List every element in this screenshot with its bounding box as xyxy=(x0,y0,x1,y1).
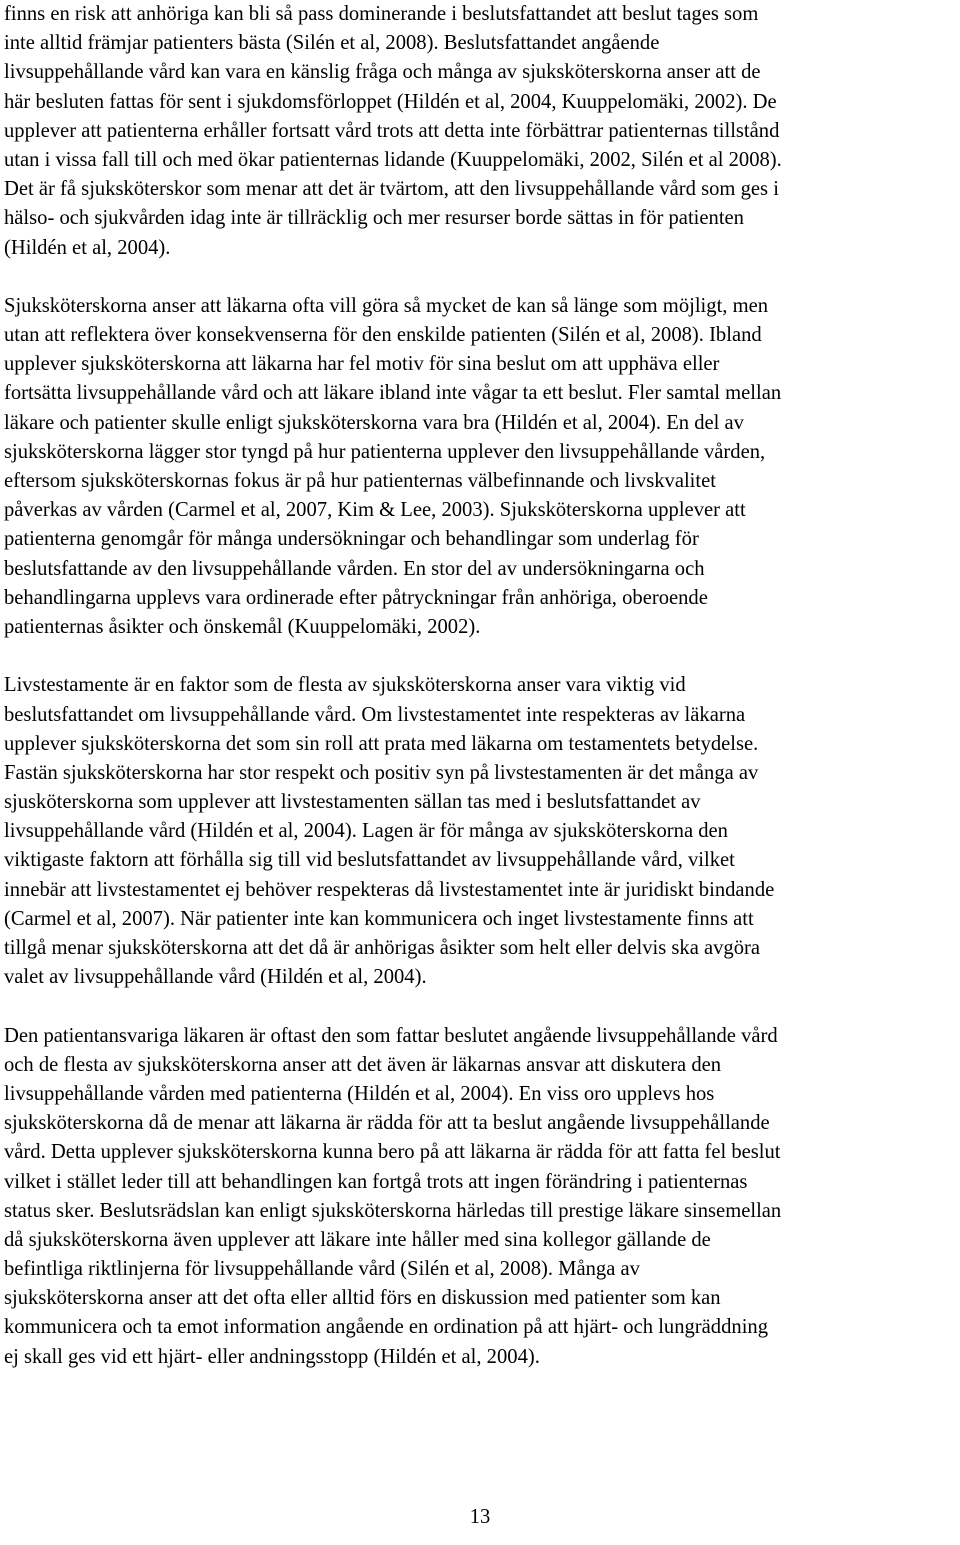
text-line: påverkas av vården (Carmel et al, 2007, Kim & Lee, 2003). Sjuksköterskorna upplever att xyxy=(4,499,746,522)
text-line: livsuppehållande vård (Hildén et al, 2004). Lagen är för många av sjuksköterskorna den xyxy=(4,820,728,843)
text-line: Fastän sjuksköterskorna har stor respekt och positiv syn på livstestamenten är det många av xyxy=(4,761,759,784)
text-line: patienterna genomgår för många undersökningar och behandlingar som underlag för xyxy=(4,528,699,551)
text-line: befintliga riktlinjerna för livsuppehållande vård (Silén et al, 2008). Många av xyxy=(4,1258,640,1281)
text-line: vård. Detta upplever sjuksköterskorna kunna bero på att läkarna är rädda för att fatta fel beslut xyxy=(4,1141,781,1164)
text-line: Sjuksköterskorna anser att läkarna ofta vill göra så mycket de kan så länge som möjligt, men xyxy=(4,294,769,317)
text-line: behandlingarna upplevs vara ordinerade efter påtryckningar från anhöriga, oberoende xyxy=(4,586,708,609)
text-line: tillgå menar sjuksköterskorna att det då är anhörigas åsikter som helt eller delvis ska avgöra xyxy=(4,937,761,959)
text-line: fortsätta livsuppehållande vård och att läkare ibland inte vågar ta ett beslut. Fler samtal mellan xyxy=(4,382,782,405)
text-line: sjuksköterskorna lägger stor tyngd på hur patienterna upplever den livsuppehållande vården, xyxy=(4,440,766,463)
text-line: sjusköterskorna som upplever att livstestamenten sällan tas med i beslutsfattandet av xyxy=(4,791,701,814)
paragraph-responsible-physician xyxy=(4,1022,959,1372)
text-line: eftersom sjuksköterskornas fokus är på hur patienternas välbefinnande och livskvalitet xyxy=(4,470,716,492)
text-line: (Carmel et al, 2007). När patienter inte kan kommunicera och inget livstestamente finns att xyxy=(4,907,754,930)
text-line: inte alltid främjar patienters bästa (Silén et al, 2008). Beslutsfattandet angående xyxy=(4,32,660,55)
text-line: livsuppehållande vården med patienterna (Hildén et al, 2004). En viss oro upplevs hos xyxy=(4,1082,715,1105)
text-line: upplever att patienterna erhåller fortsatt vård trots att detta inte förbättrar patienternas tillstånd xyxy=(4,119,780,142)
text-line: Den patientansvariga läkaren är oftast den som fattar beslutet angående livsuppehållande vård xyxy=(4,1024,778,1047)
text-line: Livstestamente är en faktor som de flesta av sjuksköterskorna anser vara viktig vid xyxy=(4,674,686,697)
text-line: ej skall ges vid ett hjärt- eller andningsstopp (Hildén et al, 2004). xyxy=(4,1345,540,1368)
text-line: patienternas åsikter och önskemål (Kuuppelomäki, 2002). xyxy=(4,615,481,638)
text-line: här besluten fattas för sent i sjukdomsförloppet (Hildén et al, 2004, Kuuppelomäki, 2002). De xyxy=(4,90,777,113)
paragraph-living-will xyxy=(4,671,959,992)
text-line: och de flesta av sjuksköterskorna anser att det även är läkarnas ansvar att diskutera den xyxy=(4,1053,722,1076)
text-line: beslutsfattande av den livsuppehållande vården. En stor del av undersökningarna och xyxy=(4,557,705,580)
text-line: utan i vissa fall till och med ökar patienternas lidande (Kuuppelomäki, 2002, Silén et al 2008). xyxy=(4,148,782,171)
text-line: då sjuksköterskorna även upplever att läkare inte håller med sina kollegor gällande de xyxy=(4,1228,711,1251)
text-line: livsuppehållande vård kan vara en känslig fråga och många av sjuksköterskorna anser att de xyxy=(4,61,761,84)
text-line: upplever sjuksköterskorna att läkarna har fel motiv för sina beslut om att upphäva eller xyxy=(4,353,720,376)
text-line: beslutsfattandet om livsuppehållande vård. Om livstestamentet inte respekteras av läkarna xyxy=(4,703,746,726)
text-line: sjuksköterskorna då de menar att läkarna är rädda för att ta beslut angående livsuppehållande xyxy=(4,1112,770,1135)
text-line: hälso- och sjukvården idag inte är tillräcklig och mer resurser borde sättas in för patienten xyxy=(4,207,744,230)
paragraph-physicians xyxy=(4,292,959,642)
text-line: innebär att livstestamentet ej behöver respekteras då livstestamentet inte är juridiskt bindande xyxy=(4,878,775,901)
text-line: sjuksköterskorna anser att det ofta eller alltid förs en diskussion med patienter som kan xyxy=(4,1287,721,1310)
text-line: vilket i stället leder till att behandlingen kan fortgå trots att ingen förändring i patienternas xyxy=(4,1170,748,1193)
document-body xyxy=(4,0,959,1401)
text-line: läkare och patienter skulle enligt sjuksköterskorna vara bra (Hildén et al, 2004). En del av xyxy=(4,411,744,434)
text-line: Det är få sjuksköterskor som menar att det är tvärtom, att den livsuppehållande vård som ges i xyxy=(4,178,779,201)
text-line: utan att reflektera över konsekvenserna för den enskilde patienten (Silén et al, 2008). Ibland xyxy=(4,324,762,347)
text-line: valet av livsuppehållande vård (Hildén et al, 2004). xyxy=(4,966,427,989)
text-line: status sker. Beslutsrädslan kan enligt sjuksköterskorna härledas till prestige läkare sinsemellan xyxy=(4,1199,782,1222)
text-line: (Hildén et al, 2004). xyxy=(4,236,171,259)
page-number: 13 xyxy=(469,1506,491,1528)
paragraph-decision-making xyxy=(4,0,959,263)
text-line: kommunicera och ta emot information angående en ordination på att hjärt- och lungräddning xyxy=(4,1316,769,1339)
text-line: upplever sjuksköterskorna det som sin roll att prata med läkarna om testamentets betydelse. xyxy=(4,732,759,755)
text-line: viktigaste faktorn att förhålla sig till vid beslutsfattandet av livsuppehållande vård, vilket xyxy=(4,849,735,872)
text-line: finns en risk att anhöriga kan bli så pass dominerande i beslutsfattandet att beslut tages som xyxy=(4,3,759,25)
